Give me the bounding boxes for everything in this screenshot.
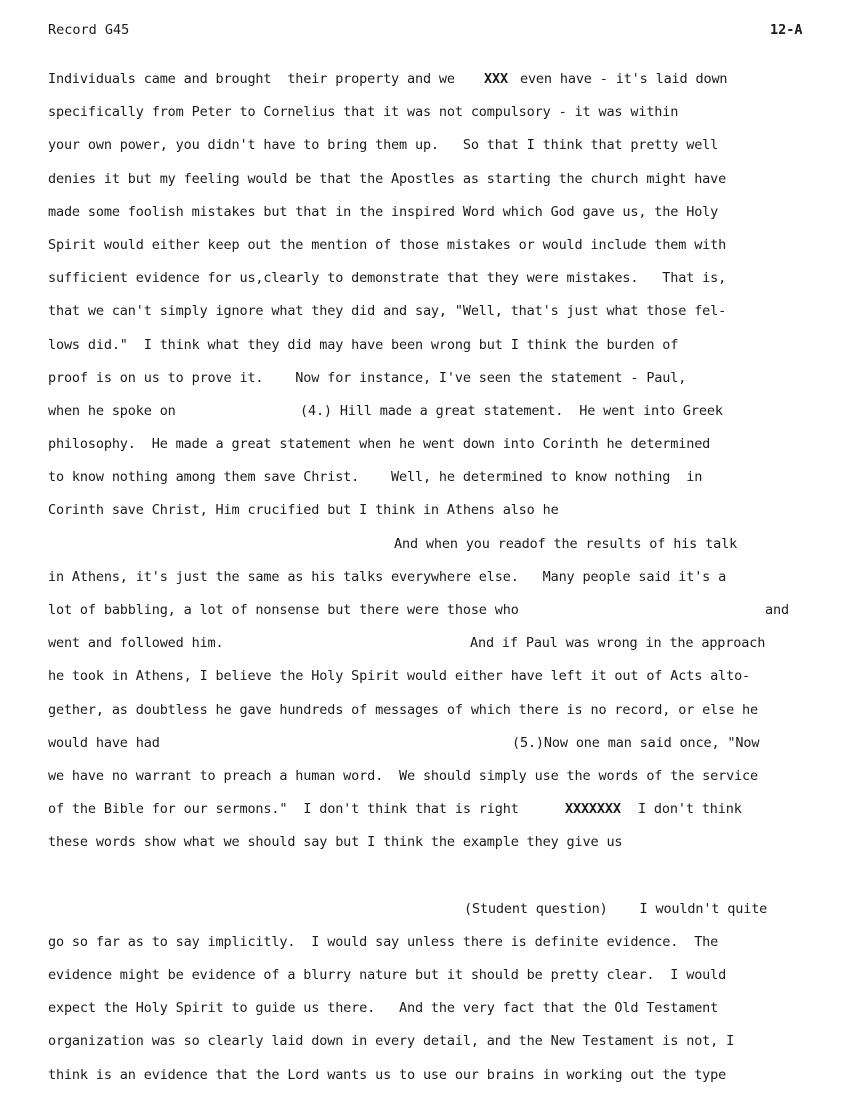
text-line [0,1025,854,1058]
text-segment: Individuals came and brought their property and we [48,71,463,87]
text-line [0,793,854,826]
text-line [0,196,854,229]
text-line [0,627,854,660]
text-segment: sufficient evidence for us,clearly to demonstrate that they were mistakes. That is, [48,270,727,287]
text-segment: evidence might be evidence of a blurry nature but it should be pretty clear. I would [48,967,727,984]
text-segment: and [765,602,789,618]
text-line [0,395,854,428]
text-segment: expect the Holy Spirit to guide us there. And the very fact that the Old Testament [48,1000,719,1017]
text-segment: he took in Athens, I believe the Holy Spirit would either have left it out of Acts alto- [48,668,751,685]
text-line [0,926,854,959]
text-segment: go so far as to say implicitly. I would say unless there is definite evidence. The [48,933,719,950]
text-segment: lows did." I think what they did may have been wrong but I think the burden of [48,336,679,353]
text-segment: lot of babbling, a lot of nonsense but there were those who [48,602,519,618]
text-line [0,428,854,461]
text-segment: when he spoke on [48,402,176,419]
text-segment: denies it but my feeling would be that the Apostles as starting the church might have [48,170,727,187]
text-line [0,262,854,295]
text-line [0,660,854,693]
text-segment: Corinth save Christ, Him crucified but I think in Athens also he [48,502,559,519]
text-segment: of the Bible for our sermons." I don't think that is right [48,801,527,818]
text-segment: even have - it's laid down [512,71,728,87]
text-segment: Spirit would either keep out the mention of those mistakes or would include them with [48,236,727,253]
text-line [0,959,854,992]
text-line [0,826,854,859]
record-label: Record G45 [48,22,130,38]
text-line [0,992,854,1025]
text-segment: And when you readof the results of his talk [394,535,738,552]
text-line [0,1059,854,1092]
text-segment: (Student question) I wouldn't quite [464,900,768,917]
text-segment: your own power, you didn't have to bring them up. So that I think that pretty well [48,137,719,154]
text-line [0,63,854,96]
text-segment: made some foolish mistakes but that in the inspired Word which God gave us, the Holy [48,203,719,220]
text-segment: gether, as doubtless he gave hundreds of messages of which there is no record, or else he [48,701,759,718]
text-line [0,295,854,328]
text-line [0,893,854,926]
text-segment: these words show what we should say but I think the example they give us [48,834,623,851]
text-segment: that we can't simply ignore what they did and say, "Well, that's just what those fel- [48,303,727,320]
text-line [0,594,854,627]
text-segment: we have no warrant to preach a human word. We should simply use the words of the service [48,767,759,784]
text-line [0,229,854,262]
text-segment: (4.) Hill made a great statement. He went into Greek [300,402,723,419]
text-line [0,163,854,196]
text-line [0,129,854,162]
page-number: 12-A [770,22,803,38]
text-segment: think is an evidence that the Lord wants us to use our brains in working out the type [48,1066,727,1083]
text-segment: specifically from Peter to Cornelius that it was not compulsory - it was within [48,104,679,121]
text-line [0,694,854,727]
text-segment: proof is on us to prove it. Now for instance, I've seen the statement - Paul, [48,369,687,386]
strikeout-mark: XXXXXXX [565,801,621,818]
text-line [0,860,854,893]
text-line [0,760,854,793]
text-line [0,96,854,129]
text-line [0,329,854,362]
text-segment: organization was so clearly laid down in every detail, and the New Testament is not, I [48,1033,735,1050]
text-segment: (5.)Now one man said once, "Now [512,734,760,751]
text-line [0,461,854,494]
text-segment: went and followed him. [48,635,224,652]
text-segment: to know nothing among them save Christ. Well, he determined to know nothing in [48,469,703,486]
text-segment: I don't think [622,801,742,818]
typed-transcript-body [0,63,854,1092]
text-line [0,727,854,760]
text-segment: philosophy. He made a great statement when he went down into Corinth he determined [48,436,711,453]
text-segment: in Athens, it's just the same as his talks everywhere else. Many people said it's a [48,568,727,585]
text-segment: And if Paul was wrong in the approach [470,635,766,652]
text-line [0,528,854,561]
strikeout-mark: XXX [484,71,508,87]
text-line [0,494,854,527]
text-line [0,362,854,395]
text-line [0,561,854,594]
text-segment: would have had [48,734,160,751]
